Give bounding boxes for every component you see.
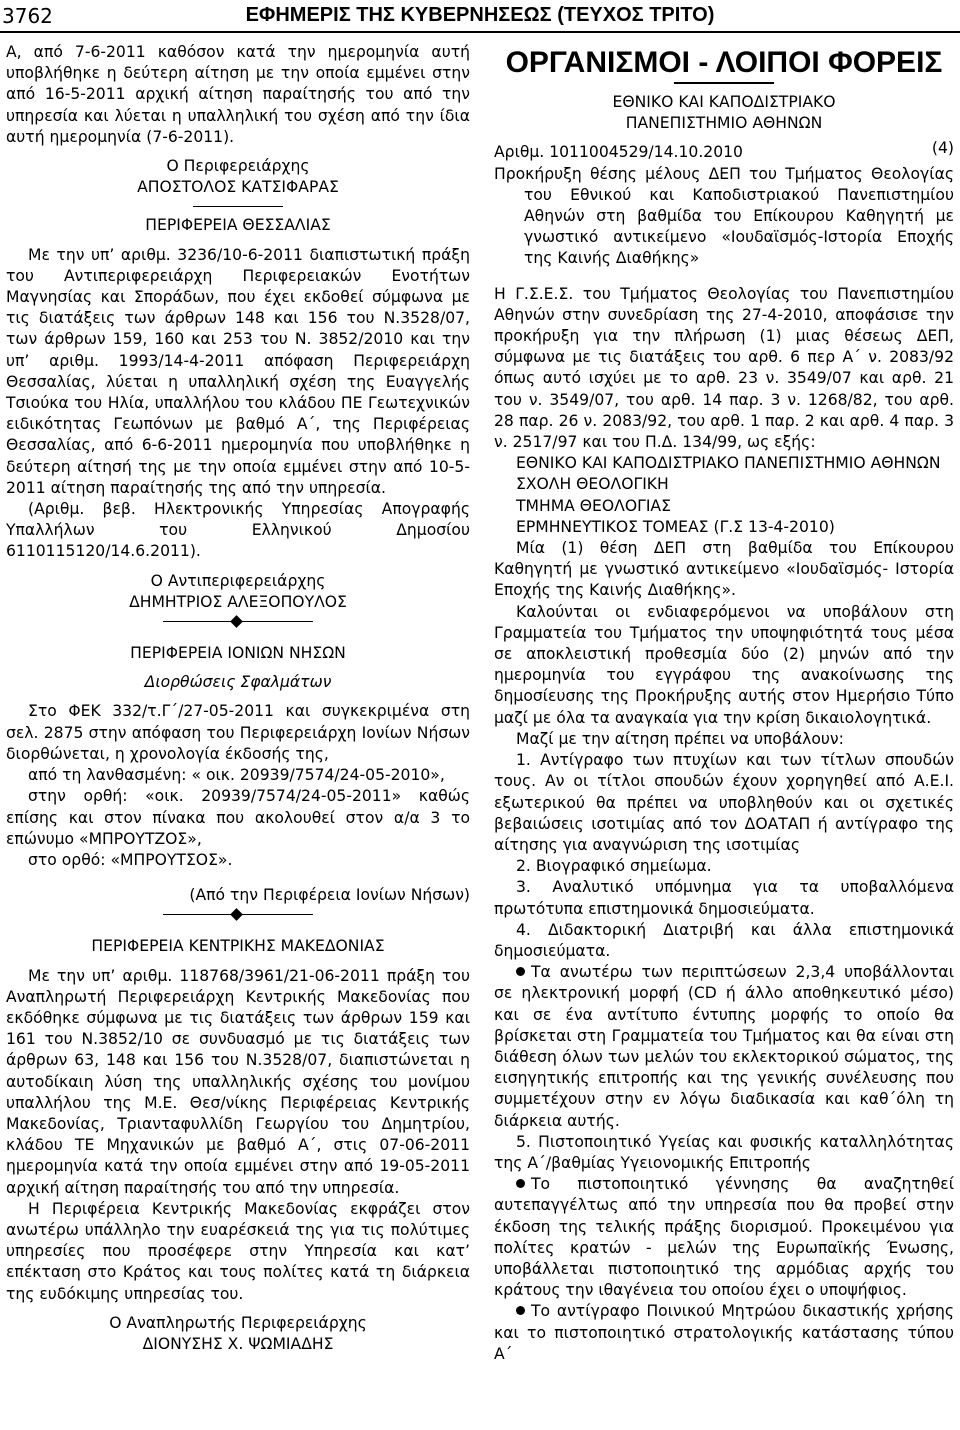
list-item-health-certificate: 5. Πιστοποιητικό Υγείας και φυσικής καταλληλότητας της Α΄/βαθμίας Υγειονομικής Επιτροπής (494, 1132, 954, 1172)
paragraph-school: ΣΧΟΛΗ ΘΕΟΛΟΓΙΚΗ (516, 475, 669, 494)
right-column (494, 42, 954, 1365)
document-number: Αριθμ. 1011004529/14.10.2010 (494, 143, 743, 162)
journal-title: ΕΦΗΜΕΡΙΣ ΤΗΣ ΚΥΒΕΡΝΗΣΕΩΣ (ΤΕΥΧΟΣ ΤΡΙΤΟ) (245, 4, 715, 26)
list-item-cv: 2. Βιογραφικό σημείωμα. (516, 857, 712, 876)
heading-thessaly-region: ΠΕΡΙΦΕΡΕΙΑ ΘΕΣΣΑΛΙΑΣ (145, 216, 331, 235)
paragraph-assembly-decision: Η Γ.Σ.Ε.Σ. του Τμήματος Θεολογίας του Πανεπιστημίου Αθηνών στην συνεδρίαση της 27-4-2010, αποφάσισε την προκήρυξη για την πλήρωση (1) μιας θέσεως ΔΕΠ, σύμφωνα με τις διατάξεις του αρθ. 6 περ Α΄ ν. 2083/92 όπως αυτό ισχύει με το αρθ. 23 ν. 3549/07 και αρθ. 21 του ν. 3549/07, του αρθ. 14 παρ. 3 ν. 1268/82, του αρθ. 28 παρ. 26 ν. 2083/92, του αρθ. 1 παρ. 2 και αρθ. 4 παρ. 3 ν. 2517/97 και του Π.Δ. 134/99, ως εξής: (494, 284, 954, 452)
bullet-icon (516, 1306, 525, 1315)
paragraph-position: Μία (1) θέση ΔΕΠ στη βαθμίδα του Επίκουρου Καθηγητή με γνωστικό αντικείμενο «Ιουδαϊσμός- Ιστορία Εποχής της Καινής Διαθήκης». (494, 539, 954, 600)
bullet-paragraph-criminal-record: Το αντίγραφο Ποινικού Μητρώου δικαστικής χρήσης και το πιστοποιητικό στρατολογικής κατάστασης τύπου Α΄ (494, 1302, 954, 1363)
paragraph-resignation-continuation: Α, από 7-6-2011 καθόσον κατά την ημερομηνία αυτή υποβλήθηκε η δεύτερη αίτηση με την οποία εμμένει στην από 16-5-2011 αρχική αίτηση παραίτησής του από την υπηρεσία και λύεται η υπαλληλική του σχέση από την ίδια αυτή ημερομηνία (7-6-2011). (6, 43, 470, 146)
paragraph-certificate-number: (Αριθμ. βεβ. Ηλεκτρονικής Υπηρεσίας Απογραφής Υπαλλήλων του Ελληνικού Δημοσίου 6110115120/14.6.2011). (6, 500, 470, 561)
paragraph-call-for-applications: Καλούνται οι ενδιαφερόμενοι να υποβάλουν στη Γραμματεία του Τμήματος την υποψηφιότητά τους μέσα σε αποκλειστική προθεσμία δύο (2) μηνών από την ημερομηνία του εγγράφου της ανακοίνωσης της δημοσίευσης της Προκήρυξης αυτής στον Ημερήσιο Τύπο μαζί με όλα τα αναγκαία για την κρίση δικαιολογητικά. (494, 602, 954, 727)
left-column (6, 42, 470, 1355)
paragraph-required-documents: Μαζί με την αίτηση πρέπει να υποβάλουν: (516, 729, 844, 748)
page-number: 3762 (2, 4, 53, 28)
signature-name: ΔΗΜΗΤΡΙΟΣ ΑΛΕΞΟΠΟΥΛΟΣ (129, 592, 347, 611)
page-header (0, 0, 960, 30)
correction-source: (Από την Περιφέρεια Ιονίων Νήσων) (189, 886, 470, 905)
university-name-line2: ΠΑΝΕΠΙΣΤΗΜΙΟ ΑΘΗΝΩΝ (625, 114, 823, 133)
decision-reference-number: (4) (931, 139, 954, 157)
paragraph-thessaly-act: Με την υπ’ αριθμ. 3236/10-6-2011 διαπιστωτική πράξη του Αντιπεριφερειάρχη Περιφερειακών Ενοτήτων Μαγνησίας και Σποράδων, που έχει εκδοθεί σύμφωνα με τις διατάξεις των άρθρων 148 και 156 του Ν.3528/07, των άρθρων 159, 160 και 253 του Ν. 3852/2010 και την υπ’ αριθμ. 1993/14-4-2011 απόφαση Περιφερειάρχη Θεσσαλίας, λύεται η υπαλληλική σχέση της Ευαγγελής Τσιούκα του Ηλία, υπαλλήλου του κλάδου ΠΕ Γεωτεχνικών ειδικότητας Γεωπόνων με βαθμό Α΄, της Περιφέρειας Θεσσαλίας, από 6-6-2011 ημερομηνία που υποβλήθηκε η δεύτερη αίτησή της με την οποία εμμένει στην από 10-5-2011 αίτηση παραίτησής της από την υπηρεσία. (6, 245, 470, 497)
list-item-degrees: 1. Αντίγραφο των πτυχίων και των τίτλων σπουδών τους. Αν οι τίτλοι σπουδών έχουν χορηγηθεί από Α.Ε.Ι. εξωτερικού θα πρέπει να υποβληθούν και οι σχετικές βεβαιώσεις ισοτιμίας από τον ΔΟΑΤΑΠ ή αντίγραφο της αίτησης για αναγνώριση της ισοτιμίας (494, 751, 954, 854)
heading-corrections: Διορθώσεις Σφαλμάτων (144, 673, 332, 692)
section-title: ΟΡΓΑΝΙΣΜΟΙ - ΛΟΙΠΟΙ ΦΟΡΕΙΣ (505, 46, 943, 79)
signature-role: Ο Αναπληρωτής Περιφερειάρχης (109, 1313, 367, 1332)
heading-central-macedonia-region: ΠΕΡΙΦΕΡΕΙΑ ΚΕΝΤΡΙΚΗΣ ΜΑΚΕΔΟΝΙΑΣ (91, 937, 385, 956)
announcement-title: Προκήρυξη θέσης μέλους ΔΕΠ του Τμήματος Θεολογίας του Εθνικού και Καποδιστριακού Πανεπιστημίου Αθηνών στη βαθμίδα του Επίκουρου Καθηγητή με γνωστικό αντικείμενο «Ιουδαϊσμός-Ιστορία Εποχής της Καινής Διαθήκης» (494, 164, 954, 268)
signature-role: Ο Αντιπεριφερειάρχης (150, 571, 326, 590)
bullet-paragraph-electronic-form: Τα ανωτέρω των περιπτώσεων 2,3,4 υποβάλλονται σε ηλεκτρονική μορφή (CD ή άλλο αποθηκευτικό μέσο) και σε ένα αντίτυπο έντυπης μορφής το οποίο θα βρίσκεται στη Γραμματεία του Τμήματος και θα είναι στη διάθεση όλων των μελών του εκλεκτορικού σώματος, της εισηγητικής επιτροπής και της γενικής συνέλευσης που συμμετέχουν στην εν λόγω διαδικασία και καθ΄όλη τη διάρκεια αυτής. (494, 963, 954, 1130)
paragraph-sector: ΕΡΜΗΝΕΥΤΙΚΟΣ ΤΟΜΕΑΣ (Γ.Σ 13-4-2010) (516, 517, 835, 536)
university-name-line1: ΕΘΝΙΚΟ ΚΑΙ ΚΑΠΟΔΙΣΤΡΙΑΚΟ (612, 93, 836, 111)
bullet-icon (516, 967, 525, 976)
section-title-rule (674, 82, 774, 84)
paragraph-department: ΤΜΗΜΑ ΘΕΟΛΟΓΙΑΣ (516, 496, 671, 515)
signature-name: ΑΠΟΣΤΟΛΟΣ ΚΑΤΣΙΦΑΡΑΣ (137, 178, 339, 197)
paragraph-correct-value: στην ορθή: «οικ. 20939/7574/24-05-2011» καθώς επίσης και στον πίνακα που ακολουθεί στον α/α 3 το επώνυμο «ΜΠΡΟΥΤΖΟΣ», (6, 787, 470, 848)
diamond-separator (163, 615, 313, 629)
paragraph-macedonia-act: Με την υπ’ αριθμ. 118768/3961/21-06-2011 πράξη του Αναπληρωτή Περιφερειάρχη Κεντρικής Μακεδονίας που εκδόθηκε σύμφωνα με τις διατάξεις των άρθρων 159 και 161 του Ν.3852/10 σε συνδυασμό με τις διατάξεις των άρθρων 63, 148 και 156 του Ν.3528/07, διαπιστώνεται η αυτοδίκαιη λύση της υπαλληλικής σχέσης του μονίμου υπαλλήλου της Μ.Ε. Θεσ/νίκης Περιφέρειας Κεντρικής Μακεδονίας, Τριανταφυλλίδη Γεωργίου του Δημητρίου, κλάδου ΤΕ Μηχανικών με βαθμό Α΄, στις 07-06-2011 ημερομηνία κατά την οποία εμμένει στην από 19-05-2011 αρχική αίτηση παραίτησής του από την υπηρεσία. (6, 966, 470, 1197)
signature-name: ΔΙΟΝΥΣΗΣ Χ. ΨΩΜΙΑΔΗΣ (142, 1334, 334, 1353)
diamond-separator (163, 908, 313, 922)
separator-line (193, 206, 283, 207)
header-rule (0, 31, 960, 33)
paragraph-wrong-value: από τη λανθασμένη: « οικ. 20939/7574/24-05-2010», (28, 766, 445, 785)
list-item-publications-memo: 3. Αναλυτικό υπόμνημα για τα υποβαλλόμενα πρωτότυπα επιστημονικά δημοσιεύματα. (494, 878, 954, 918)
paragraph-correct-surname: στο ορθό: «ΜΠΡΟΥΤΣΟΣ». (28, 850, 233, 869)
heading-ionian-region: ΠΕΡΙΦΕΡΕΙΑ ΙΟΝΙΩΝ ΝΗΣΩΝ (130, 644, 346, 663)
signature-role: Ο Περιφερειάρχης (166, 157, 310, 176)
paragraph-macedonia-thanks: Η Περιφέρεια Κεντρικής Μακεδονίας εκφράζει στον ανωτέρω υπάλληλο την ευαρέσκειά της για τις πολύτιμες υπηρεσίες που προσέφερε στην Υπηρεσία και κατ’ επέκταση στο Κράτος και τους πολίτες κατά τη διάρκεια της ευδόκιμης υπηρεσίας του. (6, 1199, 470, 1303)
bullet-icon (516, 1179, 525, 1188)
list-item-dissertation: 4. Διδακτορική Διατριβή και άλλα επιστημονικά δημοσιεύματα. (494, 920, 954, 960)
paragraph-university: ΕΘΝΙΚΟ ΚΑΙ ΚΑΠΟΔΙΣΤΡΙΑΚΟ ΠΑΝΕΠΙΣΤΗΜΙΟ ΑΘΗΝΩΝ (516, 454, 941, 473)
bullet-paragraph-birth-certificate: Το πιστοποιητικό γέννησης θα αναζητηθεί αυτεπαγγέλτως από την υπηρεσία που θα προβεί στην έκδοση της τελικής πράξης διορισμού. Προκειμένου για πολίτες κρατών - μελών της Ευρωπαϊκής Ένωσης, υποβάλλεται πιστοποιητικό της αρμόδιας αρχής του κράτους την ιθαγένεια του οποίου έχει ο υποψήφιος. (494, 1175, 954, 1300)
paragraph-correction-reference: Στο ΦΕΚ 332/τ.Γ΄/27-05-2011 και συγκεκριμένα στη σελ. 2875 στην απόφαση του Περιφερειάρχη Ιονίων Νήσων διορθώνεται, η χρονολογία έκδοσής της, (6, 702, 470, 763)
